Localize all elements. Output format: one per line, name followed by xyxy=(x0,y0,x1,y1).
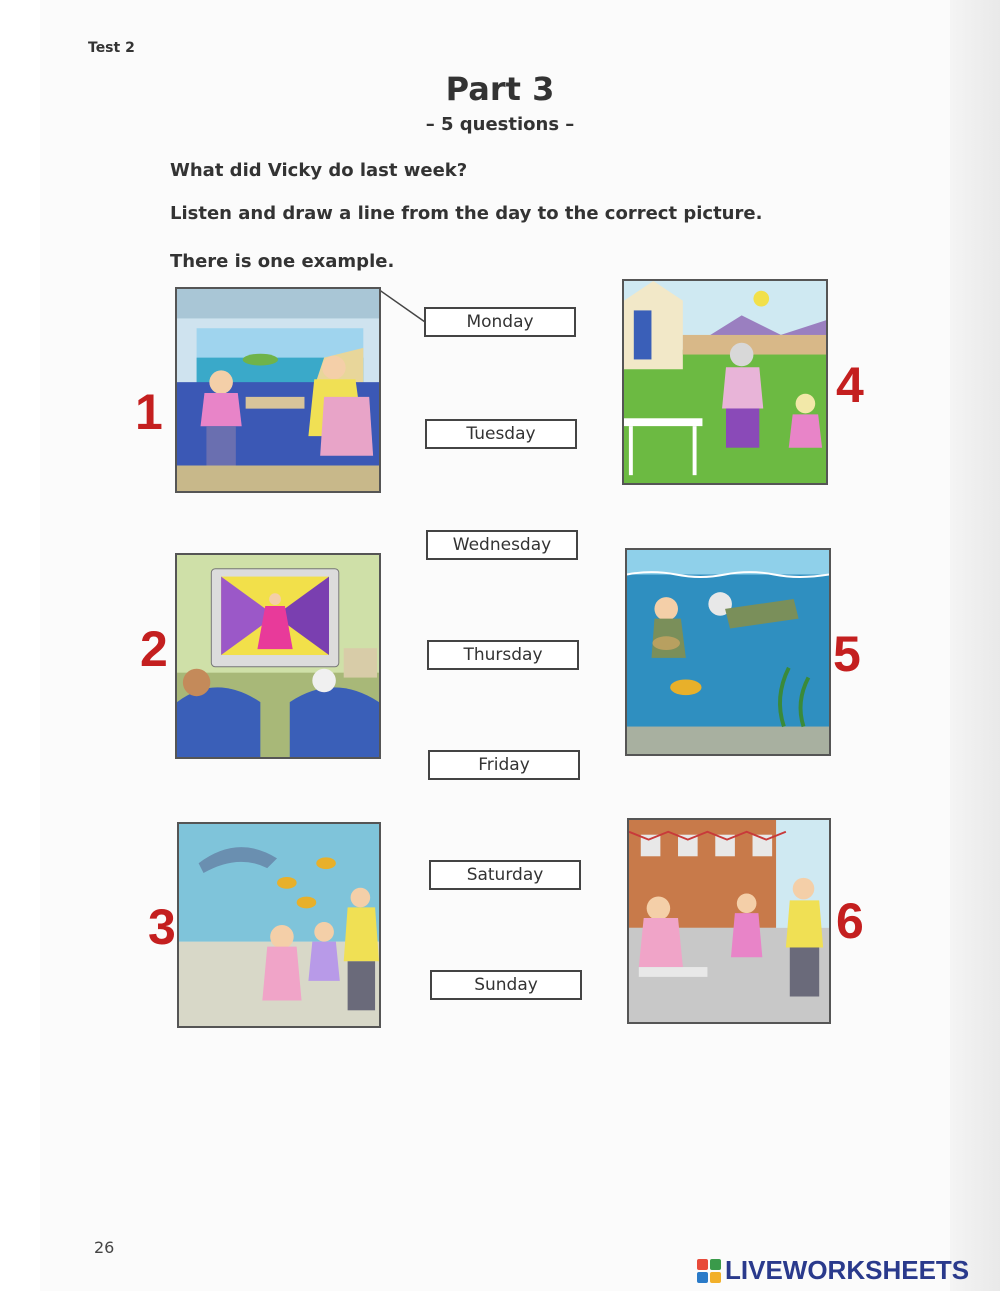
day-box-friday[interactable]: Friday xyxy=(428,750,580,780)
brand-mark-icon xyxy=(697,1259,721,1283)
day-box-tuesday[interactable]: Tuesday xyxy=(425,419,577,449)
day-box-saturday[interactable]: Saturday xyxy=(429,860,581,890)
picture-5-snorkelling[interactable] xyxy=(625,548,831,756)
picture-number-6: 6 xyxy=(836,893,864,949)
task-text: Listen and draw a line from the day to the correct picture. xyxy=(170,203,763,224)
day-box-sunday[interactable]: Sunday xyxy=(430,970,582,1000)
question-text: What did Vicky do last week? xyxy=(170,160,468,181)
picture-4-garden[interactable] xyxy=(622,279,828,485)
picture-1-train[interactable] xyxy=(175,287,381,493)
picture-number-4: 4 xyxy=(836,357,864,413)
part-subtitle: – 5 questions – xyxy=(425,114,575,135)
page-edge xyxy=(950,0,1000,1291)
day-box-thursday[interactable]: Thursday xyxy=(427,640,579,670)
brand-logo xyxy=(697,1255,969,1286)
page-number: 26 xyxy=(94,1238,115,1257)
picture-2-tv[interactable] xyxy=(175,553,381,759)
day-box-monday[interactable]: Monday xyxy=(424,307,576,337)
picture-number-1: 1 xyxy=(135,384,163,440)
picture-number-3: 3 xyxy=(148,899,176,955)
picture-3-aquarium[interactable] xyxy=(177,822,381,1028)
day-box-wednesday[interactable]: Wednesday xyxy=(426,530,578,560)
picture-6-street-party[interactable] xyxy=(627,818,831,1024)
picture-number-5: 5 xyxy=(833,626,861,682)
brand-name: LIVEWORKSHEETS xyxy=(725,1255,970,1285)
test-label: Test 2 xyxy=(88,40,135,56)
part-title: Part 3 xyxy=(445,70,555,108)
picture-number-2: 2 xyxy=(140,621,168,677)
example-text: There is one example. xyxy=(170,251,395,272)
